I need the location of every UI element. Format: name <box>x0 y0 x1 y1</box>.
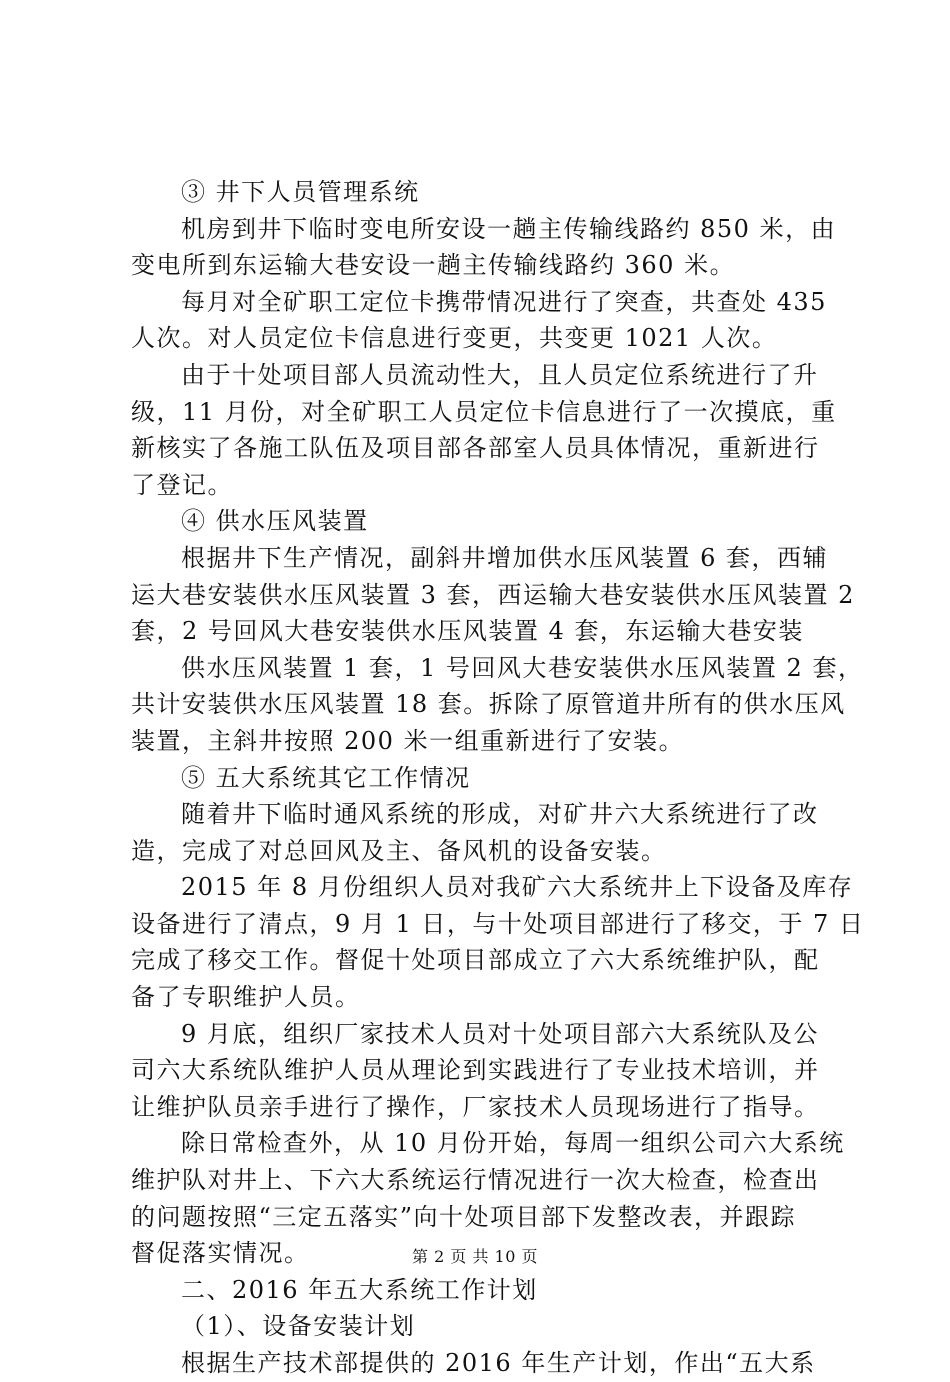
page-footer: 第 2 页 共 10 页 <box>412 1247 538 1266</box>
paragraph-line: 装置，主斜井按照 200 米一组重新进行了安装。 <box>131 726 685 755</box>
section-heading-water-air-device: ④ 供水压风装置 <box>181 507 369 536</box>
paragraph-line: 的问题按照“三定五落实”向十处项目部下发整改表，并跟踪 <box>131 1202 797 1231</box>
section-heading-personnel-system: ③ 井下人员管理系统 <box>181 178 420 206</box>
paragraph-line: 维护队对井上、下六大系统运行情况进行一次大检查，检查出 <box>131 1166 820 1195</box>
paragraph-line: 了登记。 <box>131 470 233 499</box>
paragraph-line: 级，11 月份，对全矿职工人员定位卡信息进行了一次摸底，重 <box>131 397 837 426</box>
paragraph-line: 套，2 号回风大巷安装供水压风装置 4 套，东运输大巷安装 <box>131 617 804 646</box>
paragraph-line: 由于十处项目部人员流动性大，且人员定位系统进行了升 <box>181 360 819 389</box>
paragraph-line: 供水压风装置 1 套，1 号回风大巷安装供水压风装置 2 套， <box>181 653 864 682</box>
paragraph-line: 让维护队员亲手进行了操作，厂家技术人员现场进行了指导。 <box>131 1092 820 1121</box>
paragraph-line: 司六大系统队维护人员从理论到实践进行了专业技术培训，并 <box>131 1056 820 1085</box>
paragraph-line: 随着井下临时通风系统的形成，对矿井六大系统进行了改 <box>181 800 819 829</box>
paragraph-line: 机房到井下临时变电所安设一趟主传输线路约 850 米，由 <box>181 214 837 243</box>
paragraph-line: 每月对全矿职工定位卡携带情况进行了突查，共查处 435 <box>181 287 827 316</box>
paragraph-line: 新核实了各施工队伍及项目部各部室人员具体情况，重新进行 <box>131 434 820 463</box>
paragraph-line: 2015 年 8 月份组织人员对我矿六大系统井上下设备及库存 <box>181 873 854 902</box>
paragraph-line: 运大巷安装供水压风装置 3 套，西运输大巷安装供水压风装置 2 <box>131 580 855 609</box>
paragraph-line: 完成了移交工作。督促十处项目部成立了六大系统维护队，配 <box>131 946 820 975</box>
paragraph-line: 变电所到东运输大巷安设一趟主传输线路约 360 米。 <box>131 251 736 280</box>
paragraph-line: 督促落实情况。 <box>131 1239 310 1268</box>
subsection-heading-install-plan: （1）、设备安装计划 <box>181 1312 416 1341</box>
section-heading-other-work: ⑤ 五大系统其它工作情况 <box>181 763 471 792</box>
paragraph-line: 造，完成了对总回风及主、备风机的设备安装。 <box>131 836 667 865</box>
paragraph-line: 设备进行了清点，9 月 1 日，与十处项目部进行了移交，于 7 日 <box>131 909 865 938</box>
paragraph-line: 备了专职维护人员。 <box>131 983 361 1012</box>
paragraph-line: 根据井下生产情况，副斜井增加供水压风装置 6 套，西辅 <box>181 543 829 572</box>
paragraph-line: 除日常检查外，从 10 月份开始，每周一组织公司六大系统 <box>181 1129 845 1158</box>
section-heading-2016-plan: 二、2016 年五大系统工作计划 <box>181 1275 538 1304</box>
paragraph-line: 人次。对人员定位卡信息进行变更，共变更 1021 人次。 <box>131 324 778 353</box>
paragraph-line: 根据生产技术部提供的 2016 年生产计划，作出“五大系 <box>181 1349 816 1377</box>
paragraph-line: 9 月底，组织厂家技术人员对十处项目部六大系统队及公 <box>181 1019 819 1048</box>
body-text <box>131 174 865 1382</box>
paragraph-line: 共计安装供水压风装置 18 套。拆除了原管道井所有的供水压风 <box>131 690 846 719</box>
